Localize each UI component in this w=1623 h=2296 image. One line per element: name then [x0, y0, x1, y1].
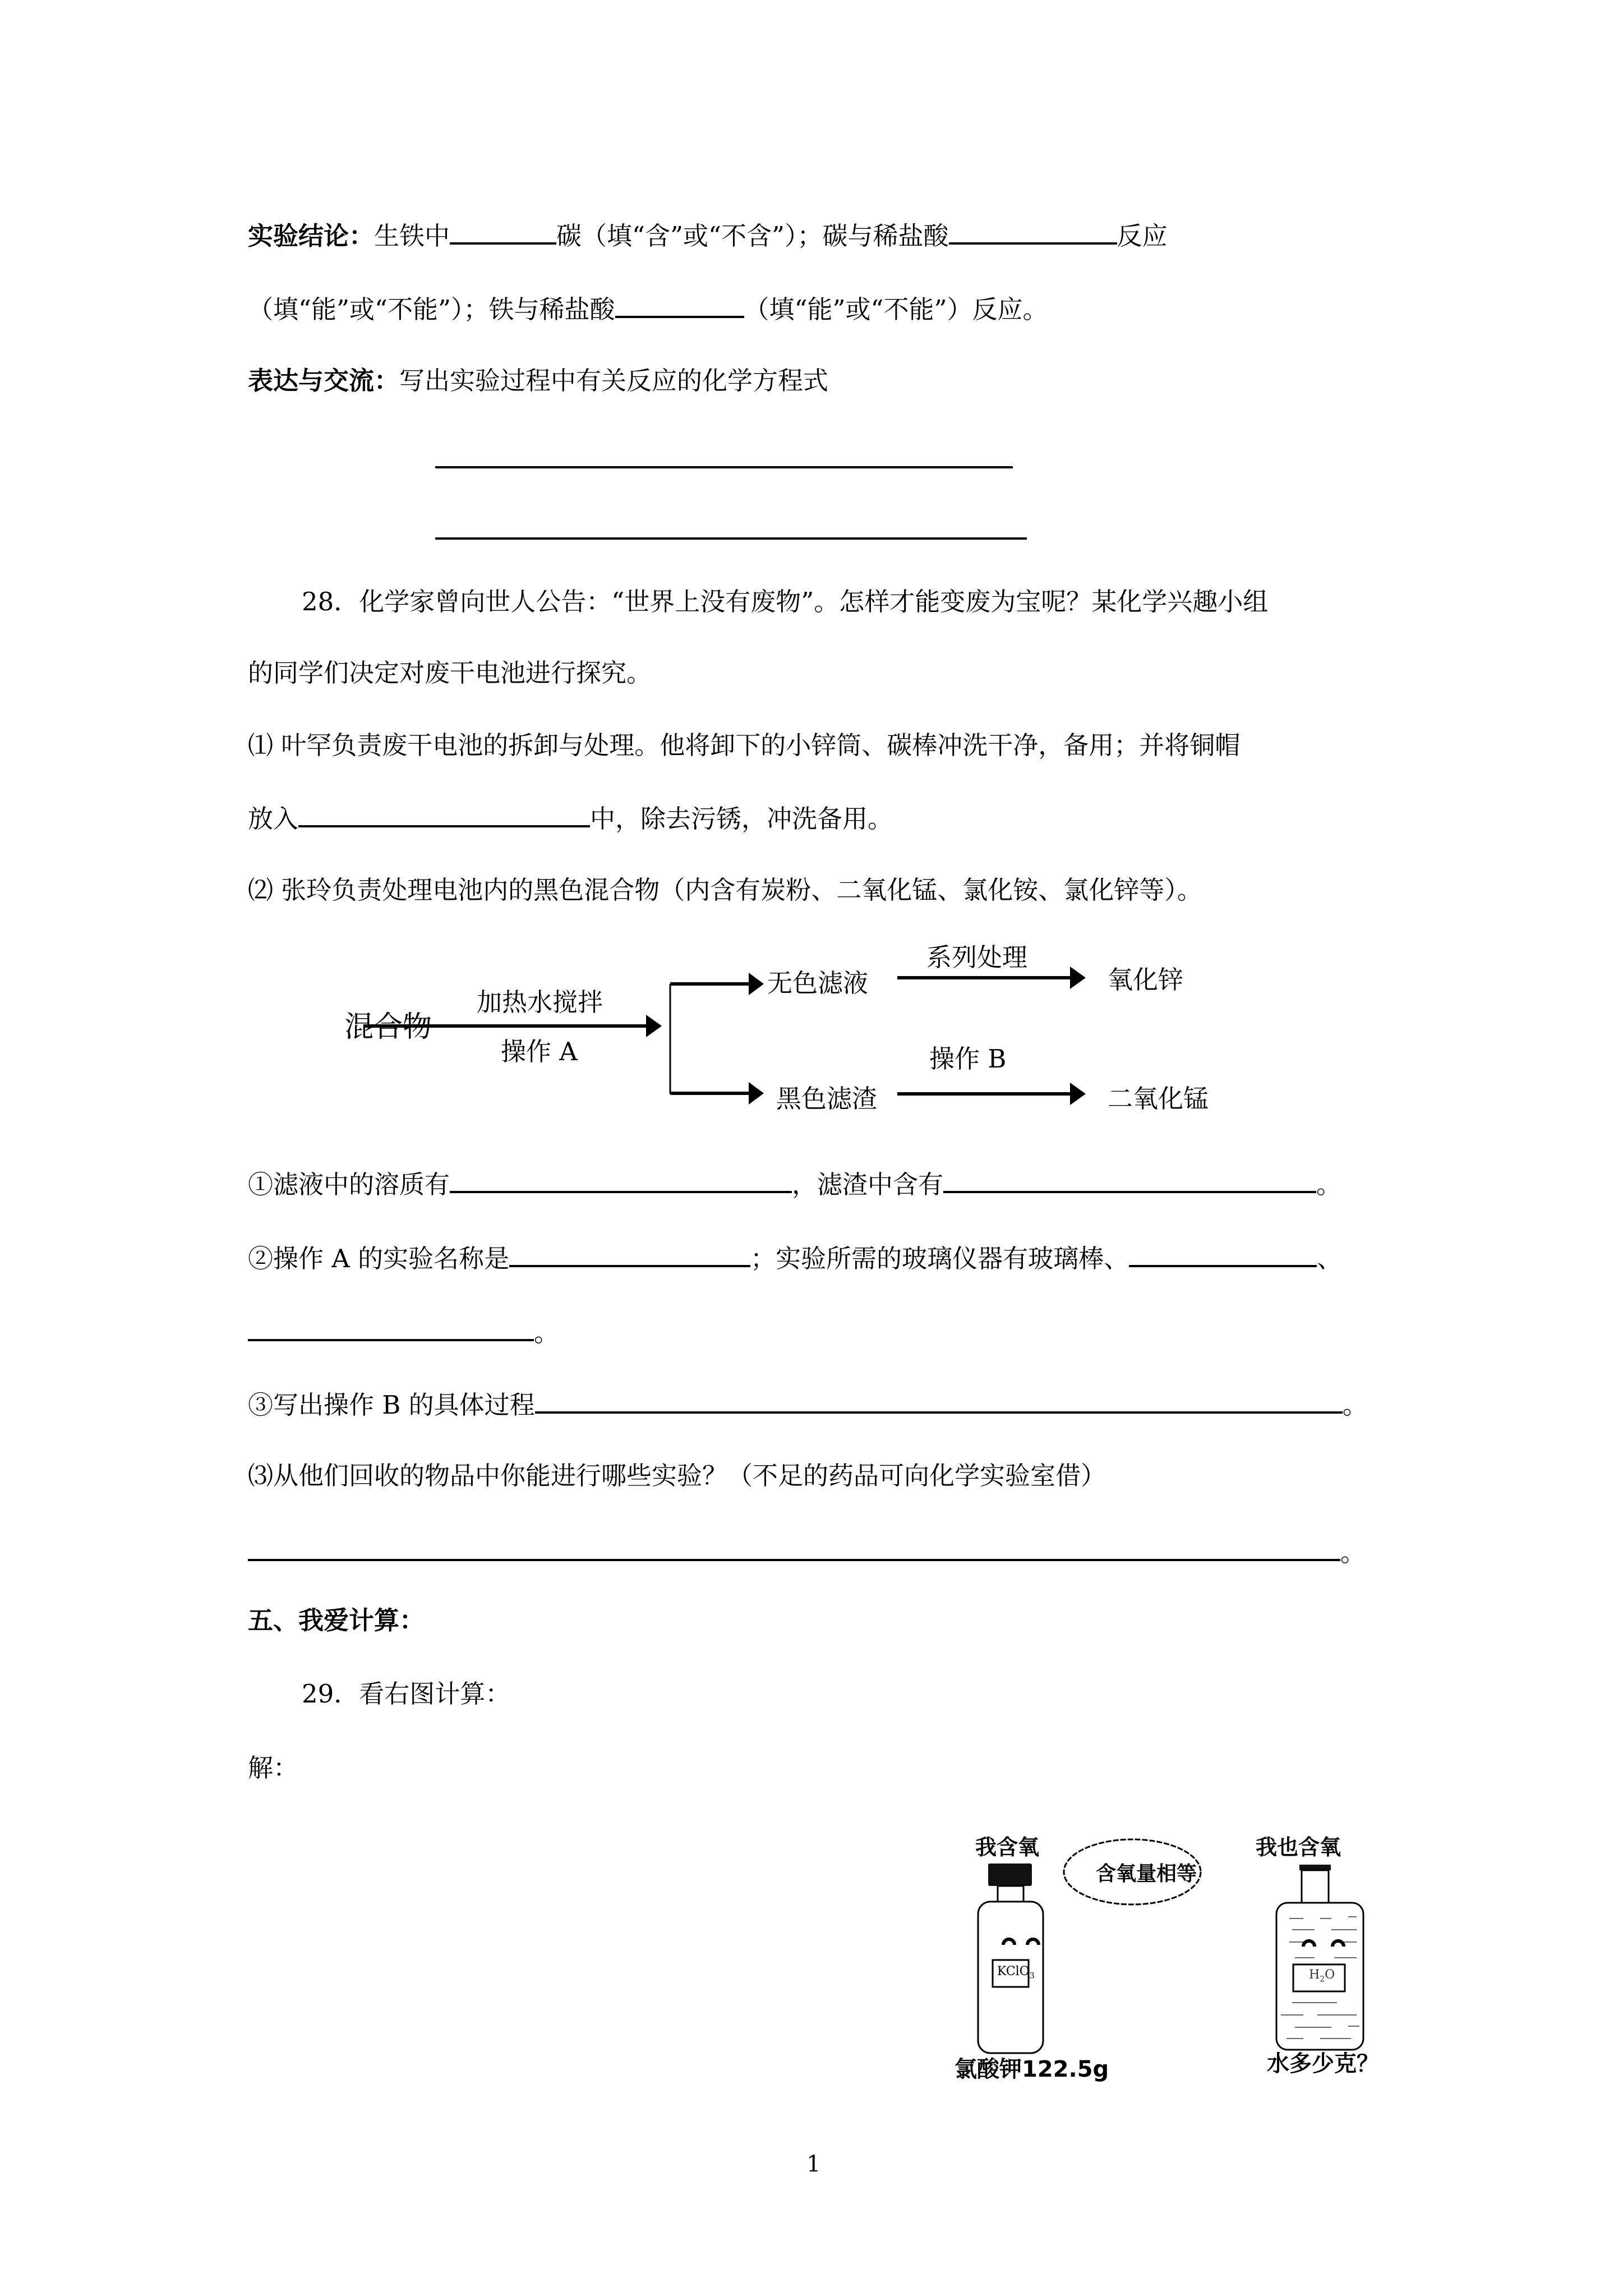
oxygen-comparison-figure: [944, 1830, 1382, 2082]
arrowhead-mno2: [1070, 1083, 1086, 1105]
q28-sub2-text-d: 。: [534, 1318, 560, 1347]
diagram-zinc-oxide: 氧化锌: [1108, 965, 1184, 995]
q28-part2-line: ⑵ 张玲负责处理电池内的黑色混合物（内含有炭粉、二氧化锰、氯化铵、氯化锌等）。: [248, 875, 1202, 905]
solution-label: 解：: [248, 1753, 299, 1783]
answer-blank-contains-carbon[interactable]: [450, 218, 556, 245]
page-number: 1: [806, 2151, 821, 2177]
conclusion-line-2: [248, 291, 1048, 325]
q28-part1-line-1: ⑴ 叶罕负责废干电池的拆卸与处理。他将卸下的小锌筒、碳棒冲洗干净，备用；并将铜帽: [248, 730, 1241, 760]
expression-label: 表达与交流：: [248, 366, 400, 395]
formula-h-subscript: 2: [1320, 1975, 1325, 1984]
expression-line: [248, 365, 828, 397]
diagram-step-a-bottom: 操作 A: [501, 1037, 578, 1066]
left-bottle-neck: [998, 1886, 1023, 1903]
conclusion-text-5: （填“能”或“不能”）反应。: [744, 295, 1048, 324]
conclusion-line-1: [248, 218, 1168, 252]
q28-sub3-text-a: ③写出操作 B 的具体过程: [248, 1390, 535, 1420]
answer-blank-experiments[interactable]: [248, 1534, 1340, 1561]
section-5-title: 五、我爱计算：: [248, 1605, 425, 1635]
formula-kclo: KClO: [997, 1964, 1030, 1978]
formula-h: H: [1309, 1968, 1320, 1982]
formula-o: O: [1325, 1968, 1335, 1982]
q28-part3-answer-line: [248, 1534, 1366, 1568]
right-bottle-caption-bottom: 水多少克？: [1267, 2051, 1379, 2077]
conclusion-text-4: （填“能”或“不能”）；铁与稀盐酸: [248, 295, 615, 324]
answer-blank-glassware-1[interactable]: [1129, 1240, 1317, 1267]
q28-sub1-line: [248, 1166, 1341, 1200]
left-bottle-cap: [988, 1864, 1032, 1886]
q28-sub1-text-b: ，滤渣中含有: [792, 1170, 944, 1199]
right-bottle-neck: [1302, 1870, 1329, 1904]
right-bottle-caption-top: 我也含氧: [1256, 1835, 1341, 1860]
arrowhead-residue: [749, 1082, 764, 1105]
answer-blank-copper-cap-solution[interactable]: [298, 800, 590, 827]
answer-blank-residue-contents[interactable]: [943, 1166, 1316, 1193]
conclusion-text-2: 碳（填“含”或“不含”）；碳与稀盐酸: [556, 221, 949, 251]
q28-sub2-continued: [248, 1314, 559, 1349]
q28-sub3-text-b: 。: [1342, 1390, 1368, 1420]
bubble-text: 含氧量相等: [1096, 1862, 1197, 1885]
q28-sub2-text-c: 、: [1317, 1244, 1343, 1273]
q28-sub1-text-a: ①滤液中的溶质有: [248, 1170, 450, 1199]
expression-text: 写出实验过程中有关反应的化学方程式: [399, 366, 829, 395]
q28-sub2-text-b: ；实验所需的玻璃仪器有玻璃棒、: [750, 1244, 1129, 1273]
left-bottle-formula: [997, 1964, 1035, 1980]
q28-part1-line-2: [248, 800, 893, 835]
diagram-colorless-filtrate: 无色滤液: [767, 968, 869, 998]
q28-sub3-line: [248, 1387, 1368, 1421]
formula-kclo-subscript: 3: [1029, 1971, 1035, 1981]
q28-sub2-line: [248, 1240, 1342, 1274]
q28-intro-line-1: 28．化学家曾向世人公告：“世界上没有废物”。怎样才能变废为宝呢？某化学兴趣小组: [302, 587, 1269, 616]
conclusion-label: 实验结论：: [248, 221, 375, 251]
q29-prompt: 29．看右图计算：: [302, 1679, 511, 1709]
arrowhead-filtrate: [749, 973, 764, 995]
q28-intro-line-2: 的同学们决定对废干电池进行探究。: [248, 658, 652, 688]
equation-answer-line-1[interactable]: [435, 466, 1013, 468]
diagram-manganese-dioxide: 二氧化锰: [1108, 1084, 1209, 1114]
answer-blank-operation-a-name[interactable]: [509, 1240, 750, 1267]
q28-sub2-text-a: ②操作 A 的实验名称是: [248, 1244, 510, 1273]
diagram-step-a-top: 加热水搅拌: [477, 987, 603, 1017]
answer-blank-operation-b-process[interactable]: [535, 1387, 1343, 1414]
answer-blank-glassware-2[interactable]: [248, 1314, 534, 1341]
q28-part3-line: ⑶从他们回收的物品中你能进行哪些实验？（不足的药品可向化学实验室借）: [248, 1461, 1106, 1490]
q28-part1-text-b: 中，除去污锈，冲洗备用。: [590, 804, 893, 834]
q28-part1-text-a: 放入: [248, 804, 299, 834]
answer-blank-iron-reacts[interactable]: [615, 291, 744, 318]
answer-blank-filtrate-solutes[interactable]: [450, 1166, 792, 1193]
diagram-step-b: 操作 B: [929, 1044, 1007, 1074]
diagram-mixture: 混合物: [344, 1010, 432, 1044]
diagram-black-residue: 黑色滤渣: [776, 1084, 878, 1114]
left-bottle-caption-top: 我含氧: [975, 1835, 1040, 1860]
left-bottle-caption-bottom: 氯酸钾122.5g: [955, 2056, 1109, 2082]
q28-sub1-text-c: 。: [1316, 1170, 1342, 1199]
arrowhead-mixture: [646, 1015, 662, 1037]
arrowhead-zinc-oxide: [1070, 967, 1086, 989]
right-bottle-formula: [1309, 1968, 1335, 1984]
conclusion-text-3: 反应: [1117, 221, 1168, 251]
conclusion-text-1: 生铁中: [374, 221, 450, 251]
diagram-series-treatment: 系列处理: [926, 942, 1028, 972]
answer-blank-carbon-reacts[interactable]: [949, 218, 1117, 245]
equation-answer-line-2[interactable]: [435, 537, 1027, 540]
q28-part3-end: 。: [1340, 1538, 1366, 1567]
